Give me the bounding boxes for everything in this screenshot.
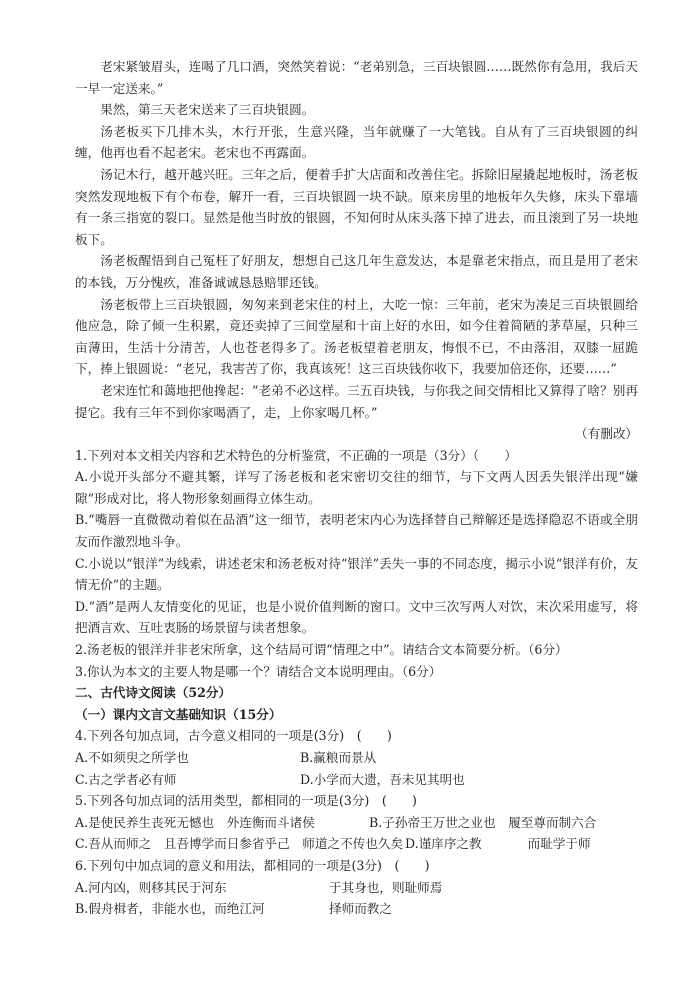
question-1-option-b: B.“嘴唇一直微微动着似在品酒”这一细节，表明老宋内心为选择替自己辩解还是选择隐忍不语或全朋友而作激烈地斗争。 [75, 512, 638, 550]
question-1-option-c: C.小说以“银洋”为线索，讲述老宋和汤老板对待“银洋”丢失一事的不同态度，揭示小说“银洋有价，友情无价”的主题。 [75, 555, 638, 593]
passage-paragraph: 汤记木行，越开越兴旺。三年之后，便着手扩大店面和改善住宅。拆除旧屋撬起地板时，汤老板突然发现地板下有个布卷，解开一看，三百块银圆一块不缺。原来房里的地板年久失修，床头下靠墙有一条三指宽的裂口。显然是他当时放的银圆，不知何时从床头落下掉了进去，而且滚到了另一块地板下。 [75, 166, 638, 247]
question-4-option-a: A.不如须臾之所学也 [75, 750, 189, 765]
subsection-heading: （一）课内文言文基础知识（15分） [75, 706, 282, 722]
question-5-options-row [75, 833, 638, 855]
passage-paragraph: 汤老板醒悟到自己冤枉了好朋友，想想自己这几年生意发达，本是靠老宋指点，而且是用了老宋的本钱，万分愧疚，准备诚诚恳恳赔罪还钱。 [75, 253, 638, 290]
source-note: （有删改） [575, 426, 638, 442]
question-4-option-d: D.小学而大遗，吾未见其明也 [300, 771, 465, 787]
passage-paragraph: 汤老板买下几排木头，木行开张，生意兴隆，当年就赚了一大笔钱。自从有了三百块银圆的纠缠，他再也看不起老宋。老宋也不再露面。 [75, 123, 638, 161]
question-3: 3.你认为本文的主要人物是哪一个？请结合文本说明理由。（6分） [75, 663, 442, 679]
passage-paragraph: 汤老板带上三百块银圆，匆匆来到老宋住的村上，大吃一惊：三年前，老宋为凑足三百块银圆给他应急，除了倾一生积累，竟还卖掉了三间堂屋和十亩上好的水田，如今住着简陋的茅草屋，只种三亩薄田，生活十分清苦，人也苍老得多了。汤老板望着老朋友，悔恨不已，不由落泪，双膝一屈跪下，捧上银圆说：“老兄，我害苦了你，我真该死！这三百块钱你收下，我要加倍还你，还要……” [75, 296, 638, 377]
passage-paragraph: 老宋连忙和蔼地把他搀起：“老弟不必这样。三五百块钱，与你我之间交情相比又算得了啥？别再提它。我有三年不到你家喝酒了，走，上你家喝几杯。” [75, 382, 638, 420]
question-5-option-d-a: D.谨庠序之教 [405, 836, 482, 852]
question-5-options-row [75, 812, 638, 834]
question-5-option-c: C.吾从而师之 且吾博学而日参省乎己 师道之不传也久矣 [75, 836, 404, 852]
question-4-options-row [75, 747, 638, 769]
question-6-options-row [75, 877, 638, 899]
question-4-stem: 4.下列各句加点词，古今意义相同的一项是(3分) ( ) [75, 728, 392, 744]
question-5-option-d-b: 而耻学于师 [527, 836, 591, 852]
section-heading: 二、古代诗文阅读（52分） [75, 685, 232, 701]
question-6-option-b-1: B.假舟楫者，非能水也，而绝江河 [75, 901, 265, 917]
passage-paragraph: 果然，第三天老宋送来了三百块银圆。 [100, 102, 315, 118]
question-4-option-c: C.古之学者必有师 [75, 771, 177, 787]
question-4-option-b: B.赢粮而景从 [300, 750, 377, 765]
question-2: 2.汤老板的银洋并非老宋所拿，这个结局可谓“情理之中”。请结合文本简要分析。（6分） [75, 642, 568, 658]
question-6-stem: 6.下列句中加点词的意义和用法，都相同的一项是(3分) ( ) [75, 857, 430, 873]
question-6-option-a-2: 于其身也，则耻师焉 [329, 879, 443, 895]
question-6-option-a-1: A.河内凶，则移其民于河东 [75, 879, 227, 895]
question-5-option-d [405, 833, 638, 855]
question-1-option-d: D.“酒”是两人友情变化的见证，也是小说价值判断的窗口。文中三次写两人对饮，末次采用虚写，将把酒言欢、互吐衷肠的场景留与读者想象。 [75, 598, 638, 636]
question-4-options-row [75, 769, 638, 791]
question-6-option-b-2: 择师而教之 [329, 901, 392, 917]
question-5-option-a: A.是使民养生丧死无憾也 外连衡而斗诸侯 [75, 814, 315, 830]
question-5-option-b: B.子孙帝王万世之业也 履至尊而制六合 [369, 814, 597, 830]
question-6-options-row [75, 898, 638, 920]
question-1-stem: 1.下列对本文相关内容和艺术特色的分析鉴赏，不正确的一项是（3分）（ ） [75, 447, 517, 463]
question-1-option-a: A.小说开头部分不避其繁，详写了汤老板和老宋密切交往的细节，与下文两人因丢失银洋出现“嫌隙”形成对比，将人物形象刻画得立体生动。 [75, 469, 638, 506]
question-5-stem: 5.下列各句加点词的活用类型，都相同的一项是(3分) ( ) [75, 793, 417, 809]
passage-paragraph: 老宋紧皱眉头，连喝了几口酒，突然笑着说：“老弟别急，三百块银圆……既然你有急用，我后天一早一定送来。” [75, 59, 638, 96]
